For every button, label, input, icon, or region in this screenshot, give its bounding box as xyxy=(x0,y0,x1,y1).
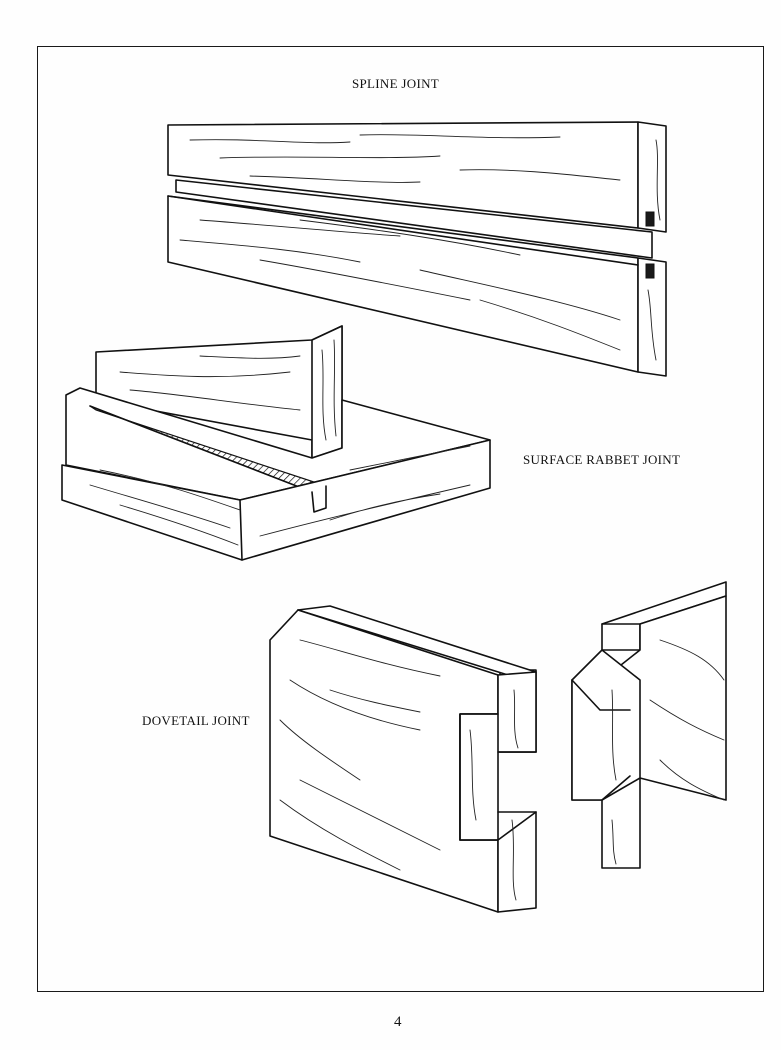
surface-rabbet-joint-drawing xyxy=(62,326,490,560)
rabbet-upright-board xyxy=(312,326,342,458)
dovetail-joint-label: DOVETAIL JOINT xyxy=(142,713,250,728)
dovetail-joint-drawing xyxy=(270,582,726,912)
surface-rabbet-joint-label: SURFACE RABBET JOINT xyxy=(523,452,681,467)
spline-joint-label: SPLINE JOINT xyxy=(352,76,440,91)
spline-joint-drawing xyxy=(168,122,666,376)
page-number: 4 xyxy=(394,1014,402,1030)
